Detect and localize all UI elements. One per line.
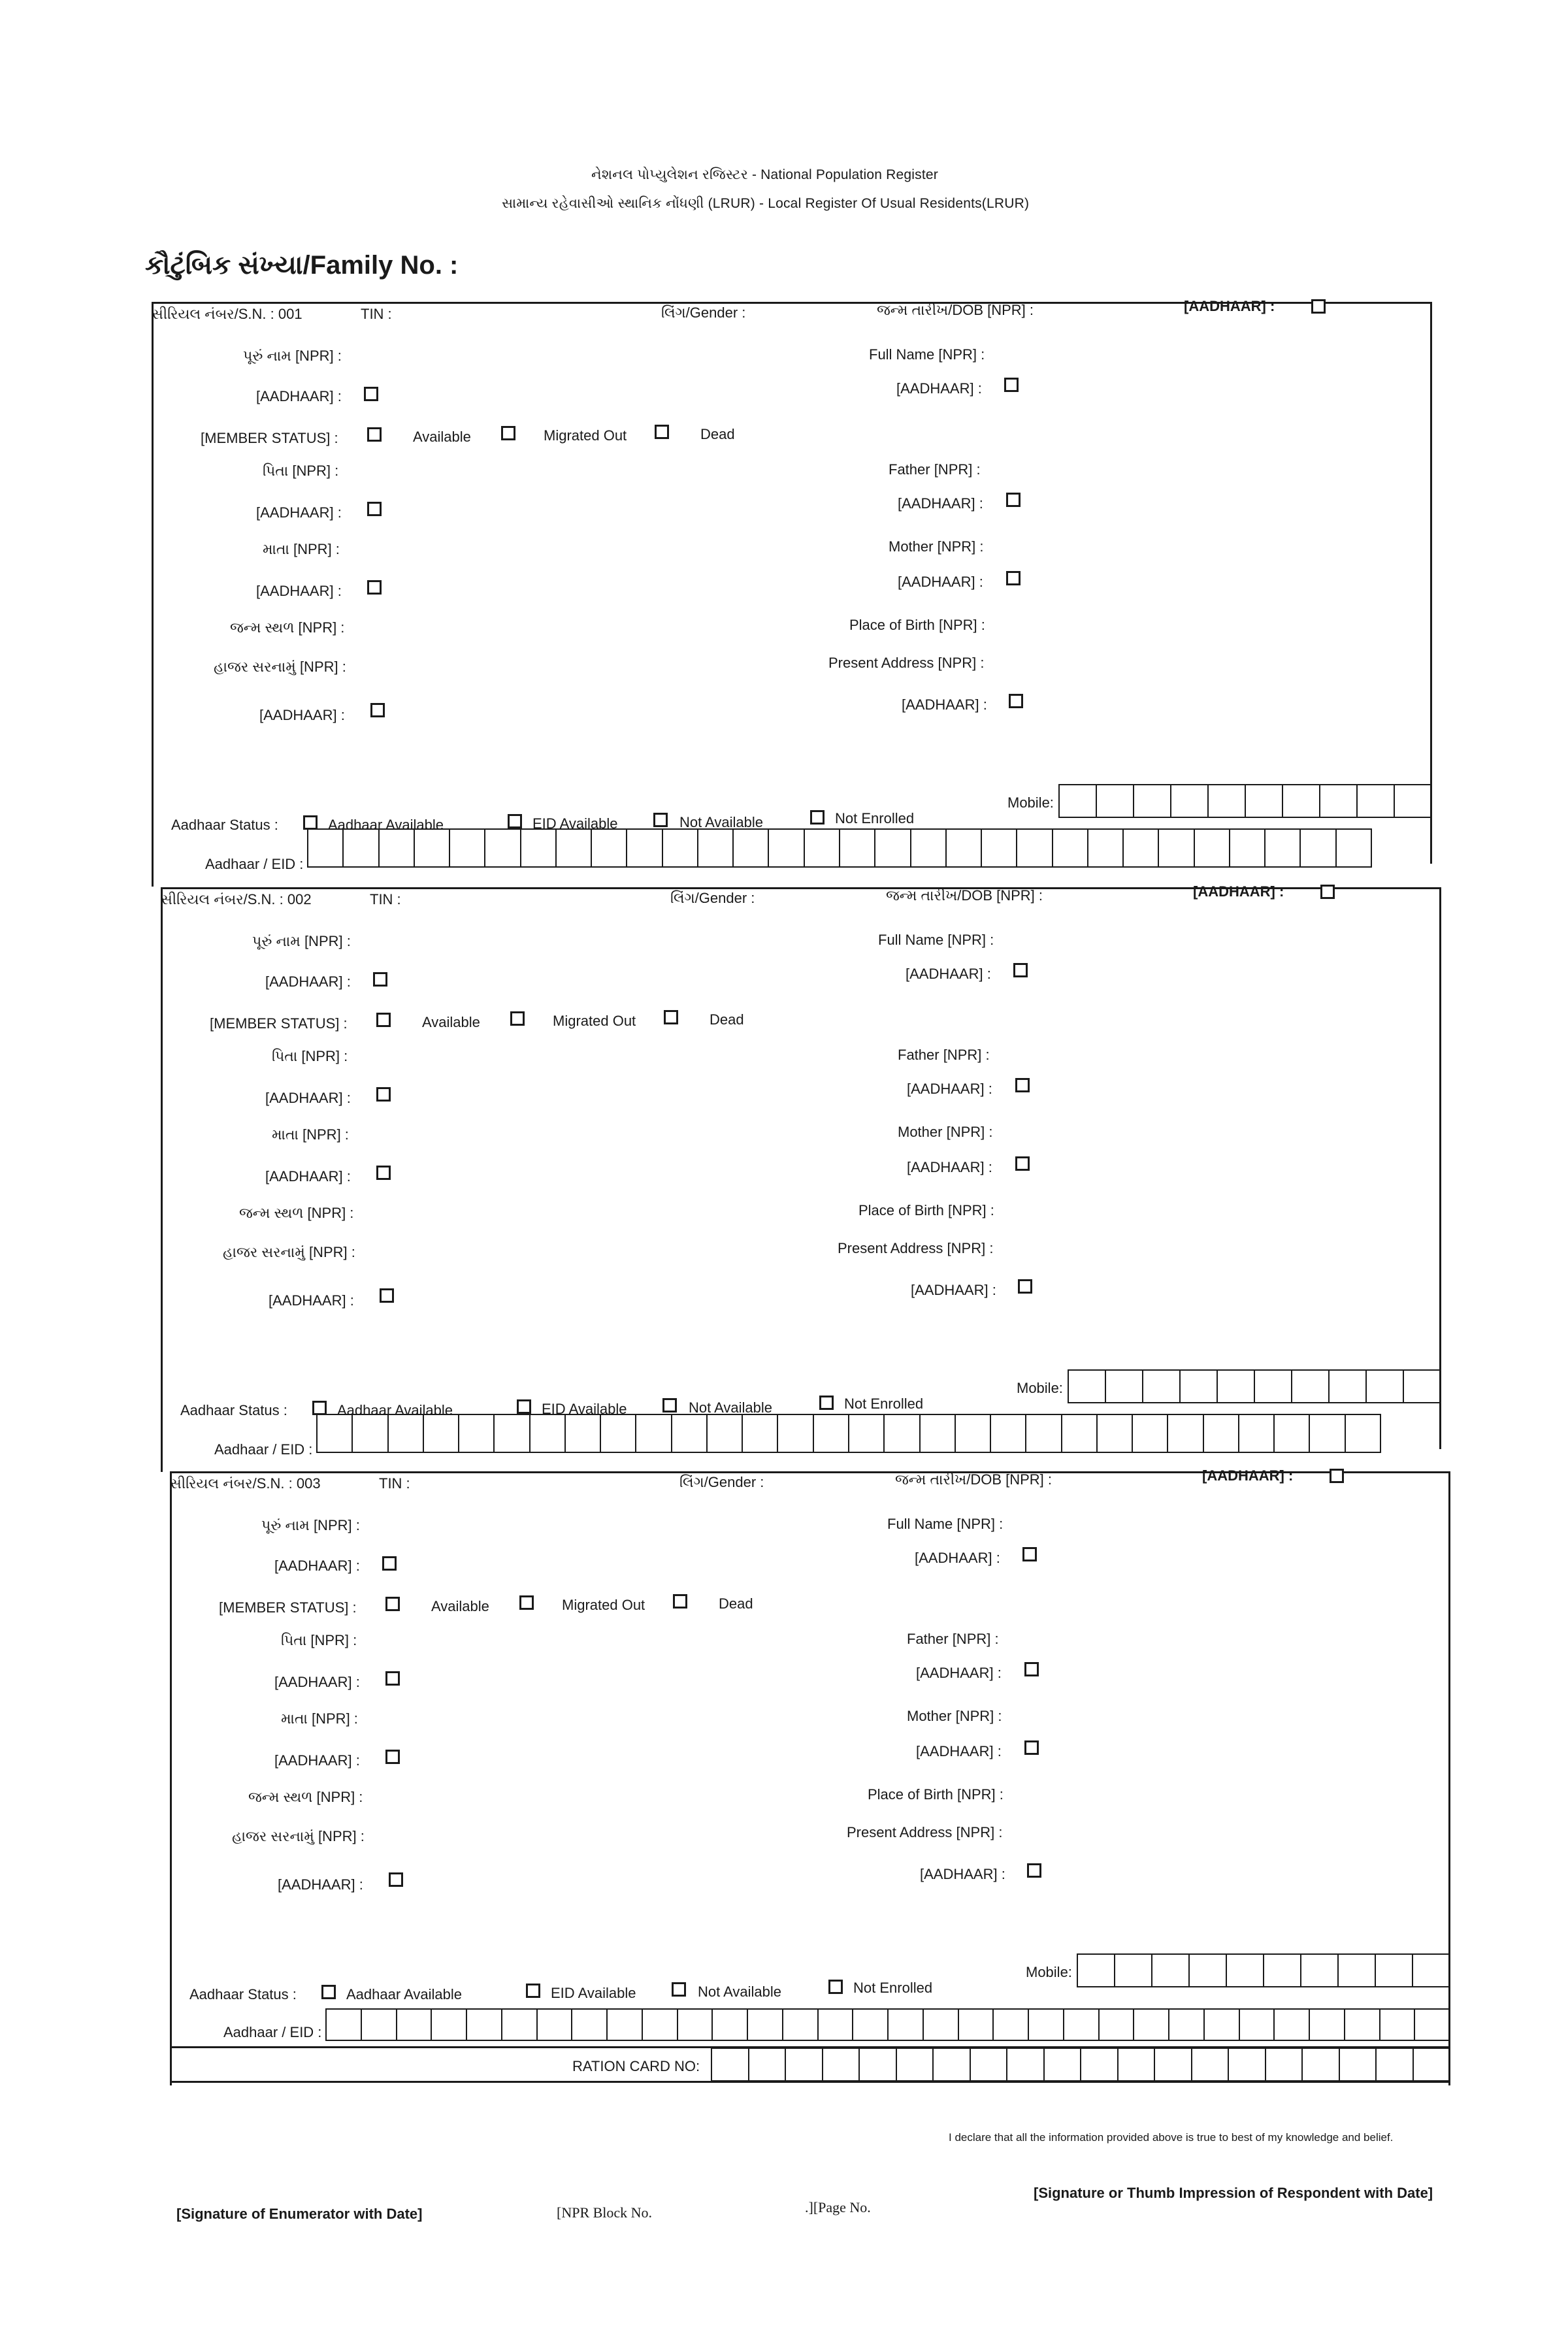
- father-aadhaar-label: [AADHAAR] :: [274, 1674, 360, 1690]
- mobile-grid[interactable]: [1068, 1369, 1441, 1403]
- name-aadhaar-checkbox[interactable]: [382, 1556, 397, 1571]
- full-name-eng-label: Full Name [NPR] :: [869, 346, 985, 363]
- dob-aadhaar-checkbox[interactable]: [1311, 299, 1326, 314]
- tin-label: TIN :: [379, 1475, 410, 1492]
- aadhar-available-label: Aadhaar Available: [328, 817, 444, 833]
- not-available-label: Not Available: [698, 1984, 782, 2000]
- addr-eng-aadhaar-checkbox[interactable]: [1027, 1863, 1041, 1878]
- pob-guj-label: જન્મ સ્થળ [NPR] :: [239, 1205, 354, 1221]
- addr-eng-aadhaar-label: [AADHAAR] :: [902, 696, 987, 713]
- mother-eng-aadhaar-checkbox[interactable]: [1006, 571, 1021, 585]
- name-aadhaar-label: [AADHAAR] :: [274, 1558, 360, 1574]
- aadhar-eid-label: Aadhaar / EID :: [214, 1441, 313, 1458]
- eid-available-label: EID Available: [532, 815, 618, 832]
- status-available-label: Available: [413, 429, 471, 445]
- gender-label: લિંગ/Gender :: [679, 1474, 764, 1490]
- father-eng-aadhaar-label: [AADHAAR] :: [898, 495, 983, 512]
- page-no-label: .][Page No.: [805, 2199, 871, 2215]
- father-eng-aadhaar-checkbox[interactable]: [1024, 1662, 1039, 1676]
- status-dead-label: Dead: [710, 1011, 744, 1028]
- addr-eng-aadhaar-label: [AADHAAR] :: [911, 1282, 996, 1298]
- mother-eng-aadhaar-label: [AADHAAR] :: [898, 574, 983, 590]
- addr-aadhaar-label: [AADHAAR] :: [278, 1876, 363, 1893]
- aadhar-eid-grid[interactable]: [316, 1414, 1381, 1453]
- member-status-label: [MEMBER STATUS] :: [210, 1015, 348, 1032]
- status-dead-label: Dead: [700, 426, 735, 442]
- mother-eng-label: Mother [NPR] :: [907, 1708, 1002, 1724]
- gender-label: લિંગ/Gender :: [661, 304, 746, 321]
- not-enrolled-checkbox[interactable]: [828, 1980, 843, 1994]
- not-enrolled-label: Not Enrolled: [844, 1396, 924, 1412]
- father-guj-label: પિતા [NPR] :: [281, 1632, 357, 1648]
- dob-aadhaar-checkbox[interactable]: [1330, 1469, 1344, 1483]
- name-aadhaar-label: [AADHAAR] :: [265, 973, 351, 990]
- aadhar-available-checkbox[interactable]: [312, 1401, 327, 1415]
- mother-eng-aadhaar-label: [AADHAAR] :: [916, 1743, 1002, 1759]
- mother-aadhaar-label: [AADHAAR] :: [265, 1168, 351, 1184]
- mother-aadhaar-checkbox[interactable]: [385, 1750, 400, 1764]
- aadhar-available-checkbox[interactable]: [321, 1985, 336, 1999]
- member-record-1: [152, 298, 1432, 887]
- father-eng-label: Father [NPR] :: [907, 1631, 999, 1647]
- father-eng-label: Father [NPR] :: [898, 1047, 990, 1063]
- record-right-border: [1448, 1471, 1450, 2085]
- status-dead-checkbox[interactable]: [673, 1594, 687, 1609]
- mother-eng-aadhaar-checkbox[interactable]: [1015, 1156, 1030, 1171]
- name-eng-aadhaar-checkbox[interactable]: [1013, 963, 1028, 977]
- addr-aadhaar-checkbox[interactable]: [389, 1872, 403, 1887]
- record-right-border: [1439, 887, 1441, 1449]
- serial-number: સીરિયલ નંબર/S.N. : 002: [161, 891, 312, 907]
- pob-guj-label: જન્મ સ્થળ [NPR] :: [230, 619, 345, 636]
- mother-eng-label: Mother [NPR] :: [898, 1124, 993, 1140]
- declaration-text: I declare that all the information provided above is true to best of my knowledge and belief.: [949, 2131, 1394, 2144]
- mother-guj-label: માતા [NPR] :: [263, 541, 340, 557]
- father-aadhaar-label: [AADHAAR] :: [256, 504, 342, 521]
- eid-available-label: EID Available: [551, 1985, 636, 2001]
- npr-block-label: [NPR Block No.: [557, 2204, 653, 2221]
- not-available-label: Not Available: [689, 1399, 773, 1416]
- header-line-1: નેશનલ પોપ્યુલેશન રજિસ્ટર - National Population Register: [591, 167, 938, 182]
- member-status-label: [MEMBER STATUS] :: [219, 1599, 357, 1616]
- mobile-label: Mobile:: [1017, 1380, 1063, 1396]
- father-guj-label: પિતા [NPR] :: [272, 1048, 348, 1064]
- mobile-label: Mobile:: [1026, 1964, 1072, 1980]
- mother-eng-aadhaar-checkbox[interactable]: [1024, 1740, 1039, 1755]
- mother-aadhaar-label: [AADHAAR] :: [256, 583, 342, 599]
- aadhar-eid-label: Aadhaar / EID :: [205, 856, 304, 872]
- status-migrated-label: Migrated Out: [544, 427, 627, 444]
- addr-guj-label: હાજર સરનામું [NPR] :: [214, 659, 346, 675]
- eid-available-checkbox[interactable]: [508, 814, 522, 828]
- name-aadhaar-checkbox[interactable]: [364, 387, 378, 401]
- father-eng-aadhaar-checkbox[interactable]: [1015, 1078, 1030, 1092]
- dob-aadhaar-label: [AADHAAR] :: [1193, 883, 1284, 900]
- member-record-2: [161, 883, 1441, 1472]
- dob-label: જન્મ તારીખ/DOB [NPR] :: [895, 1471, 1053, 1488]
- aadhar-available-checkbox[interactable]: [303, 815, 318, 830]
- not-available-label: Not Available: [679, 814, 764, 830]
- status-available-checkbox[interactable]: [385, 1597, 400, 1611]
- aadhar-available-label: Aadhaar Available: [346, 1986, 462, 2002]
- mobile-grid[interactable]: [1077, 1953, 1450, 1987]
- aadhar-status-label: Aadhaar Status :: [171, 817, 278, 833]
- full-name-guj-label: પૂરું નામ [NPR] :: [252, 933, 351, 949]
- father-guj-label: પિતા [NPR] :: [263, 463, 339, 479]
- full-name-eng-label: Full Name [NPR] :: [878, 932, 994, 948]
- status-available-label: Available: [422, 1014, 480, 1030]
- full-name-guj-label: પૂરું નામ [NPR] :: [243, 348, 342, 364]
- not-available-checkbox[interactable]: [672, 1982, 686, 1997]
- status-available-checkbox[interactable]: [376, 1013, 391, 1027]
- full-name-eng-label: Full Name [NPR] :: [887, 1516, 1004, 1532]
- addr-guj-label: હાજર સરનામું [NPR] :: [232, 1828, 365, 1844]
- dob-aadhaar-checkbox[interactable]: [1320, 885, 1335, 899]
- respondent-signature-label: [Signature or Thumb Impression of Respondent with Date]: [1034, 2185, 1433, 2201]
- status-available-label: Available: [431, 1598, 489, 1614]
- status-migrated-label: Migrated Out: [553, 1013, 636, 1029]
- name-eng-aadhaar-checkbox[interactable]: [1022, 1547, 1037, 1561]
- eid-available-checkbox[interactable]: [517, 1399, 531, 1414]
- pob-eng-label: Place of Birth [NPR] :: [849, 617, 985, 633]
- name-eng-aadhaar-label: [AADHAAR] :: [896, 380, 982, 397]
- record-left-border: [170, 1471, 172, 2085]
- status-migrated-checkbox[interactable]: [519, 1595, 534, 1610]
- father-aadhaar-label: [AADHAAR] :: [265, 1090, 351, 1106]
- serial-number: સીરિયલ નંબર/S.N. : 001: [152, 306, 302, 322]
- name-eng-aadhaar-checkbox[interactable]: [1004, 378, 1019, 392]
- record-left-border: [152, 302, 154, 887]
- addr-eng-aadhaar-label: [AADHAAR] :: [920, 1866, 1005, 1882]
- aadhar-eid-grid[interactable]: [325, 2008, 1450, 2041]
- not-enrolled-label: Not Enrolled: [853, 1980, 933, 1996]
- serial-number: સીરિયલ નંબર/S.N. : 003: [170, 1475, 321, 1492]
- status-migrated-label: Migrated Out: [562, 1597, 645, 1613]
- father-eng-aadhaar-checkbox[interactable]: [1006, 493, 1021, 507]
- addr-aadhaar-checkbox[interactable]: [380, 1288, 394, 1303]
- record-right-border: [1430, 302, 1432, 864]
- full-name-guj-label: પૂરું નામ [NPR] :: [261, 1517, 360, 1533]
- status-dead-checkbox[interactable]: [664, 1010, 678, 1024]
- eid-available-checkbox[interactable]: [526, 1984, 540, 1998]
- name-eng-aadhaar-label: [AADHAAR] :: [906, 966, 991, 982]
- member-record-3: [170, 1467, 1450, 2085]
- mobile-grid[interactable]: [1058, 784, 1432, 818]
- father-aadhaar-checkbox[interactable]: [385, 1671, 400, 1686]
- dob-aadhaar-label: [AADHAAR] :: [1202, 1467, 1294, 1484]
- mother-aadhaar-checkbox[interactable]: [376, 1166, 391, 1180]
- enumerator-signature-label: [Signature of Enumerator with Date]: [176, 2206, 423, 2222]
- addr-eng-label: Present Address [NPR] :: [838, 1240, 994, 1256]
- not-available-checkbox[interactable]: [653, 813, 668, 827]
- mother-guj-label: માતા [NPR] :: [281, 1710, 358, 1727]
- status-dead-checkbox[interactable]: [655, 425, 669, 439]
- ration-card-label: RATION CARD NO:: [572, 2058, 700, 2074]
- addr-guj-label: હાજર સરનામું [NPR] :: [223, 1244, 355, 1260]
- member-status-label: [MEMBER STATUS] :: [201, 430, 338, 446]
- gender-label: લિંગ/Gender :: [670, 890, 755, 906]
- header-line-2: સામાન્ય રહેવાસીઓ સ્થાનિક નોંધણી (LRUR) - Local Register Of Usual Residents(LRUR): [502, 196, 1030, 211]
- dob-label: જન્મ તારીખ/DOB [NPR] :: [886, 887, 1043, 904]
- father-aadhaar-checkbox[interactable]: [367, 502, 382, 516]
- addr-eng-aadhaar-checkbox[interactable]: [1009, 694, 1023, 708]
- not-enrolled-checkbox[interactable]: [819, 1396, 834, 1410]
- father-eng-aadhaar-label: [AADHAAR] :: [916, 1665, 1002, 1681]
- addr-eng-label: Present Address [NPR] :: [828, 655, 985, 671]
- mother-guj-label: માતા [NPR] :: [272, 1126, 349, 1143]
- name-eng-aadhaar-label: [AADHAAR] :: [915, 1550, 1000, 1566]
- aadhar-eid-label: Aadhaar / EID :: [223, 2024, 322, 2040]
- ration-card-grid[interactable]: [711, 2048, 1450, 2082]
- status-migrated-checkbox[interactable]: [501, 426, 515, 440]
- mother-aadhaar-label: [AADHAAR] :: [274, 1752, 360, 1769]
- father-eng-aadhaar-label: [AADHAAR] :: [907, 1081, 992, 1097]
- aadhar-eid-grid[interactable]: [307, 828, 1372, 868]
- not-enrolled-label: Not Enrolled: [835, 810, 915, 826]
- pob-guj-label: જન્મ સ્થળ [NPR] :: [248, 1789, 363, 1805]
- dob-aadhaar-label: [AADHAAR] :: [1184, 298, 1275, 314]
- aadhar-available-label: Aadhaar Available: [337, 1402, 453, 1418]
- status-migrated-checkbox[interactable]: [510, 1011, 525, 1026]
- mother-eng-aadhaar-label: [AADHAAR] :: [907, 1159, 992, 1175]
- mobile-label: Mobile:: [1007, 794, 1054, 811]
- tin-label: TIN :: [361, 306, 392, 322]
- aadhar-status-label: Aadhaar Status :: [189, 1986, 297, 2002]
- name-aadhaar-label: [AADHAAR] :: [256, 388, 342, 404]
- mother-aadhaar-checkbox[interactable]: [367, 580, 382, 595]
- addr-eng-aadhaar-checkbox[interactable]: [1018, 1279, 1032, 1294]
- status-available-checkbox[interactable]: [367, 427, 382, 442]
- father-aadhaar-checkbox[interactable]: [376, 1087, 391, 1102]
- dob-label: જન્મ તારીખ/DOB [NPR] :: [877, 302, 1034, 318]
- tin-label: TIN :: [370, 891, 401, 907]
- aadhar-status-label: Aadhaar Status :: [180, 1402, 287, 1418]
- eid-available-label: EID Available: [542, 1401, 627, 1417]
- record-left-border: [161, 887, 163, 1472]
- name-aadhaar-checkbox[interactable]: [373, 972, 387, 987]
- status-dead-label: Dead: [719, 1595, 753, 1612]
- mother-eng-label: Mother [NPR] :: [889, 538, 984, 555]
- family-no-label: કૌટુંબિક સંખ્યા/Family No. :: [145, 251, 459, 280]
- pob-eng-label: Place of Birth [NPR] :: [868, 1786, 1004, 1803]
- addr-aadhaar-label: [AADHAAR] :: [259, 707, 345, 723]
- pob-eng-label: Place of Birth [NPR] :: [858, 1202, 994, 1218]
- father-eng-label: Father [NPR] :: [889, 461, 981, 478]
- addr-eng-label: Present Address [NPR] :: [847, 1824, 1003, 1840]
- not-available-checkbox[interactable]: [662, 1398, 677, 1413]
- addr-aadhaar-checkbox[interactable]: [370, 703, 385, 717]
- addr-aadhaar-label: [AADHAAR] :: [269, 1292, 354, 1309]
- not-enrolled-checkbox[interactable]: [810, 810, 825, 825]
